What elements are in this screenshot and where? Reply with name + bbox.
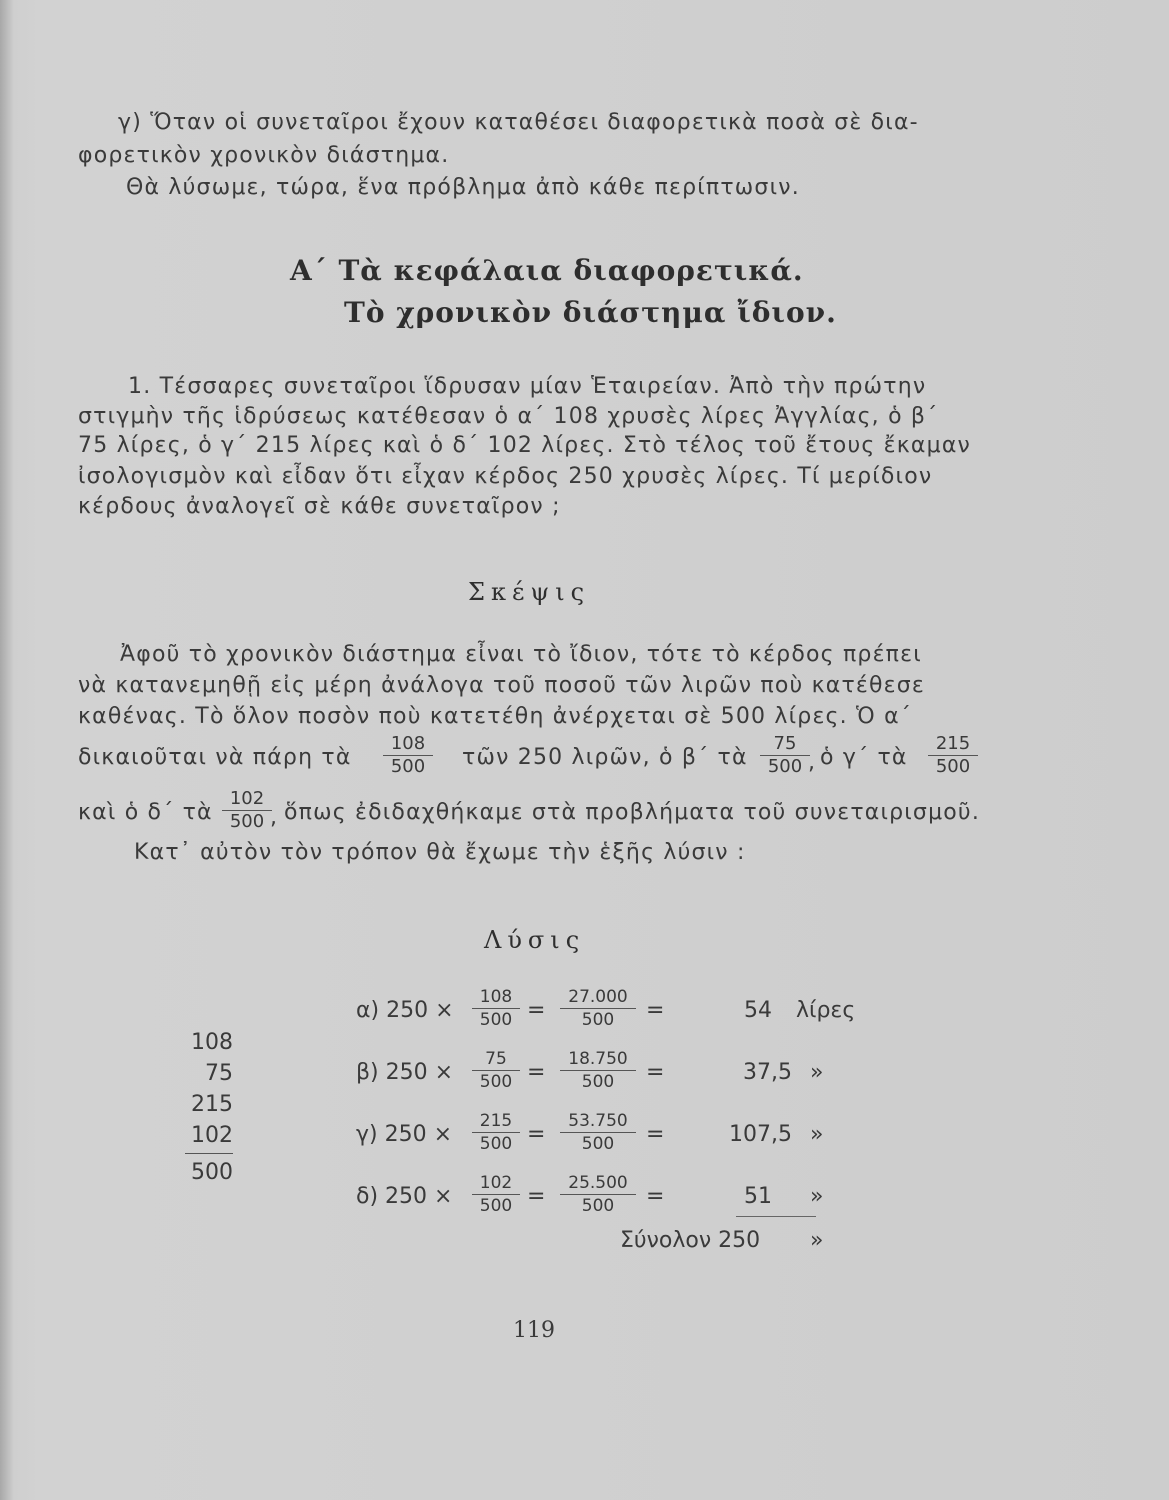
solution-fraction bbox=[472, 1172, 520, 1217]
product-fraction-den: 500 bbox=[581, 1134, 615, 1154]
solution-fraction-den: 500 bbox=[479, 1134, 513, 1154]
product-fraction bbox=[560, 1048, 636, 1093]
solution-unit: » bbox=[810, 1060, 824, 1085]
fraction-a bbox=[383, 733, 433, 778]
solution-fraction-den: 500 bbox=[479, 1010, 513, 1030]
fraction-c-num: 215 bbox=[928, 733, 978, 756]
fraction-c-den: 500 bbox=[935, 756, 971, 777]
equals-sign: = bbox=[527, 1060, 546, 1085]
sum-column-item: 108 bbox=[191, 1030, 233, 1055]
solution-result: 51 bbox=[744, 1184, 772, 1209]
solution-fraction-num: 102 bbox=[472, 1172, 520, 1195]
skepsis-line-5a: καὶ ὁ δ΄ τὰ bbox=[78, 800, 213, 825]
comma-b: , bbox=[808, 750, 817, 775]
problem-line-5: κέρδους ἀναλογεῖ σὲ κάθε συνεταῖρον ; bbox=[78, 494, 561, 519]
equals-sign: = bbox=[646, 1060, 665, 1085]
solution-unit: » bbox=[810, 1184, 824, 1209]
comma-d: , bbox=[270, 805, 279, 830]
solution-row-label: β) 250 × bbox=[356, 1060, 454, 1085]
sum-column-rule bbox=[185, 1153, 233, 1154]
section-heading-2: Τὸ χρονικὸν διάστημα ἴδιον. bbox=[344, 296, 837, 329]
fraction-a-den: 500 bbox=[390, 756, 426, 777]
solution-result: 37,5 bbox=[743, 1060, 792, 1085]
solution-fraction bbox=[472, 986, 520, 1031]
skepsis-line-1: Ἀφοῦ τὸ χρονικὸν διάστημα εἶναι τὸ ἴδιον, τότε τὸ κέρδος πρέπει bbox=[120, 642, 922, 667]
equals-sign: = bbox=[646, 1122, 665, 1147]
solution-unit: » bbox=[810, 1122, 824, 1147]
product-fraction-num: 25.500 bbox=[560, 1172, 636, 1195]
solution-result: 107,5 bbox=[729, 1122, 792, 1147]
product-fraction bbox=[560, 1172, 636, 1217]
sum-column-item: 215 bbox=[191, 1092, 233, 1117]
equals-sign: = bbox=[527, 1122, 546, 1147]
intro-line-3: Θὰ λύσωμε, τώρα, ἕνα πρόβλημα ἀπὸ κάθε περίπτωσιν. bbox=[126, 175, 800, 200]
lysis-title: Λύσις bbox=[484, 926, 586, 954]
sum-column-total: 500 bbox=[191, 1160, 233, 1185]
problem-line-2: στιγμὴν τῆς ἱδρύσεως κατέθεσαν ὁ α΄ 108 χρυσὲς λίρες Ἀγγλίας, ὁ β΄ bbox=[78, 404, 939, 429]
sum-column-item: 75 bbox=[205, 1061, 233, 1086]
product-fraction-den: 500 bbox=[581, 1196, 615, 1216]
equals-sign: = bbox=[527, 1184, 546, 1209]
section-heading-1: Α΄ Τὰ κεφάλαια διαφορετικά. bbox=[290, 254, 804, 287]
equals-sign: = bbox=[527, 998, 546, 1023]
intro-line-1: γ) Ὅταν οἱ συνεταῖροι ἔχουν καταθέσει διαφορετικὰ ποσὰ σὲ δια- bbox=[118, 110, 919, 135]
solution-row-label: α) 250 × bbox=[356, 998, 454, 1023]
problem-line-3: 75 λίρες, ὁ γ΄ 215 λίρες καὶ ὁ δ΄ 102 λίρες. Στὸ τέλος τοῦ ἔτους ἔκαμαν bbox=[78, 433, 972, 458]
skepsis-line-4b: τῶν 250 λιρῶν, ὁ β΄ τὰ bbox=[462, 745, 748, 770]
solution-fraction-num: 75 bbox=[472, 1048, 520, 1071]
product-fraction-den: 500 bbox=[581, 1010, 615, 1030]
solution-fraction-den: 500 bbox=[479, 1072, 513, 1092]
fraction-d-num: 102 bbox=[222, 788, 272, 811]
fraction-b-num: 75 bbox=[760, 733, 810, 756]
fraction-b bbox=[760, 733, 810, 778]
sum-column-item: 102 bbox=[191, 1123, 233, 1148]
problem-line-1: 1. Τέσσαρες συνεταῖροι ἵδρυσαν μίαν Ἑταιρείαν. Ἀπὸ τὴν πρώτην bbox=[128, 374, 927, 399]
page-number: 119 bbox=[513, 1318, 555, 1343]
equals-sign: = bbox=[646, 1184, 665, 1209]
total-unit: » bbox=[810, 1228, 824, 1253]
skepsis-title: Σκέψις bbox=[468, 578, 591, 606]
skepsis-line-3: καθένας. Τὸ ὅλον ποσὸν ποὺ κατετέθη ἀνέρχεται σὲ 500 λίρες. Ὁ α΄ bbox=[78, 704, 912, 729]
skepsis-line-6: Κατ᾽ αὐτὸν τὸν τρόπον θὰ ἔχωμε τὴν ἑξῆς λύσιν : bbox=[134, 840, 746, 865]
skepsis-line-5b: ὅπως ἐδιδαχθήκαμε στὰ προβλήματα τοῦ συνεταιρισμοῦ. bbox=[284, 800, 981, 825]
solution-unit: λίρες bbox=[796, 998, 856, 1023]
product-fraction bbox=[560, 1110, 636, 1155]
fraction-c bbox=[928, 733, 978, 778]
solution-result: 54 bbox=[744, 998, 772, 1023]
total-label: Σύνολον 250 bbox=[620, 1228, 761, 1253]
intro-line-2: φορετικὸν χρονικὸν διάστημα. bbox=[78, 143, 450, 168]
product-fraction-num: 18.750 bbox=[560, 1048, 636, 1071]
problem-line-4: ἰσολογισμὸν καὶ εἶδαν ὅτι εἶχαν κέρδος 250 χρυσὲς λίρες. Τί μερίδιον bbox=[78, 464, 933, 489]
equals-sign: = bbox=[646, 998, 665, 1023]
product-fraction bbox=[560, 986, 636, 1031]
solution-fraction bbox=[472, 1110, 520, 1155]
fraction-a-num: 108 bbox=[383, 733, 433, 756]
product-fraction-num: 27.000 bbox=[560, 986, 636, 1009]
total-rule bbox=[736, 1216, 816, 1217]
solution-fraction-num: 215 bbox=[472, 1110, 520, 1133]
solution-row-label: δ) 250 × bbox=[356, 1184, 453, 1209]
solution-row-label: γ) 250 × bbox=[356, 1122, 453, 1147]
solution-fraction-num: 108 bbox=[472, 986, 520, 1009]
solution-fraction bbox=[472, 1048, 520, 1093]
fraction-d bbox=[222, 788, 272, 833]
fraction-d-den: 500 bbox=[229, 811, 265, 832]
skepsis-line-2: νὰ κατανεμηθῇ εἰς μέρη ἀνάλογα τοῦ ποσοῦ τῶν λιρῶν ποὺ κατέθεσε bbox=[78, 673, 925, 698]
solution-fraction-den: 500 bbox=[479, 1196, 513, 1216]
skepsis-line-4c: ὁ γ΄ τὰ bbox=[820, 745, 908, 770]
product-fraction-num: 53.750 bbox=[560, 1110, 636, 1133]
skepsis-line-4a: δικαιοῦται νὰ πάρη τὰ bbox=[78, 745, 352, 770]
fraction-b-den: 500 bbox=[767, 756, 803, 777]
product-fraction-den: 500 bbox=[581, 1072, 615, 1092]
